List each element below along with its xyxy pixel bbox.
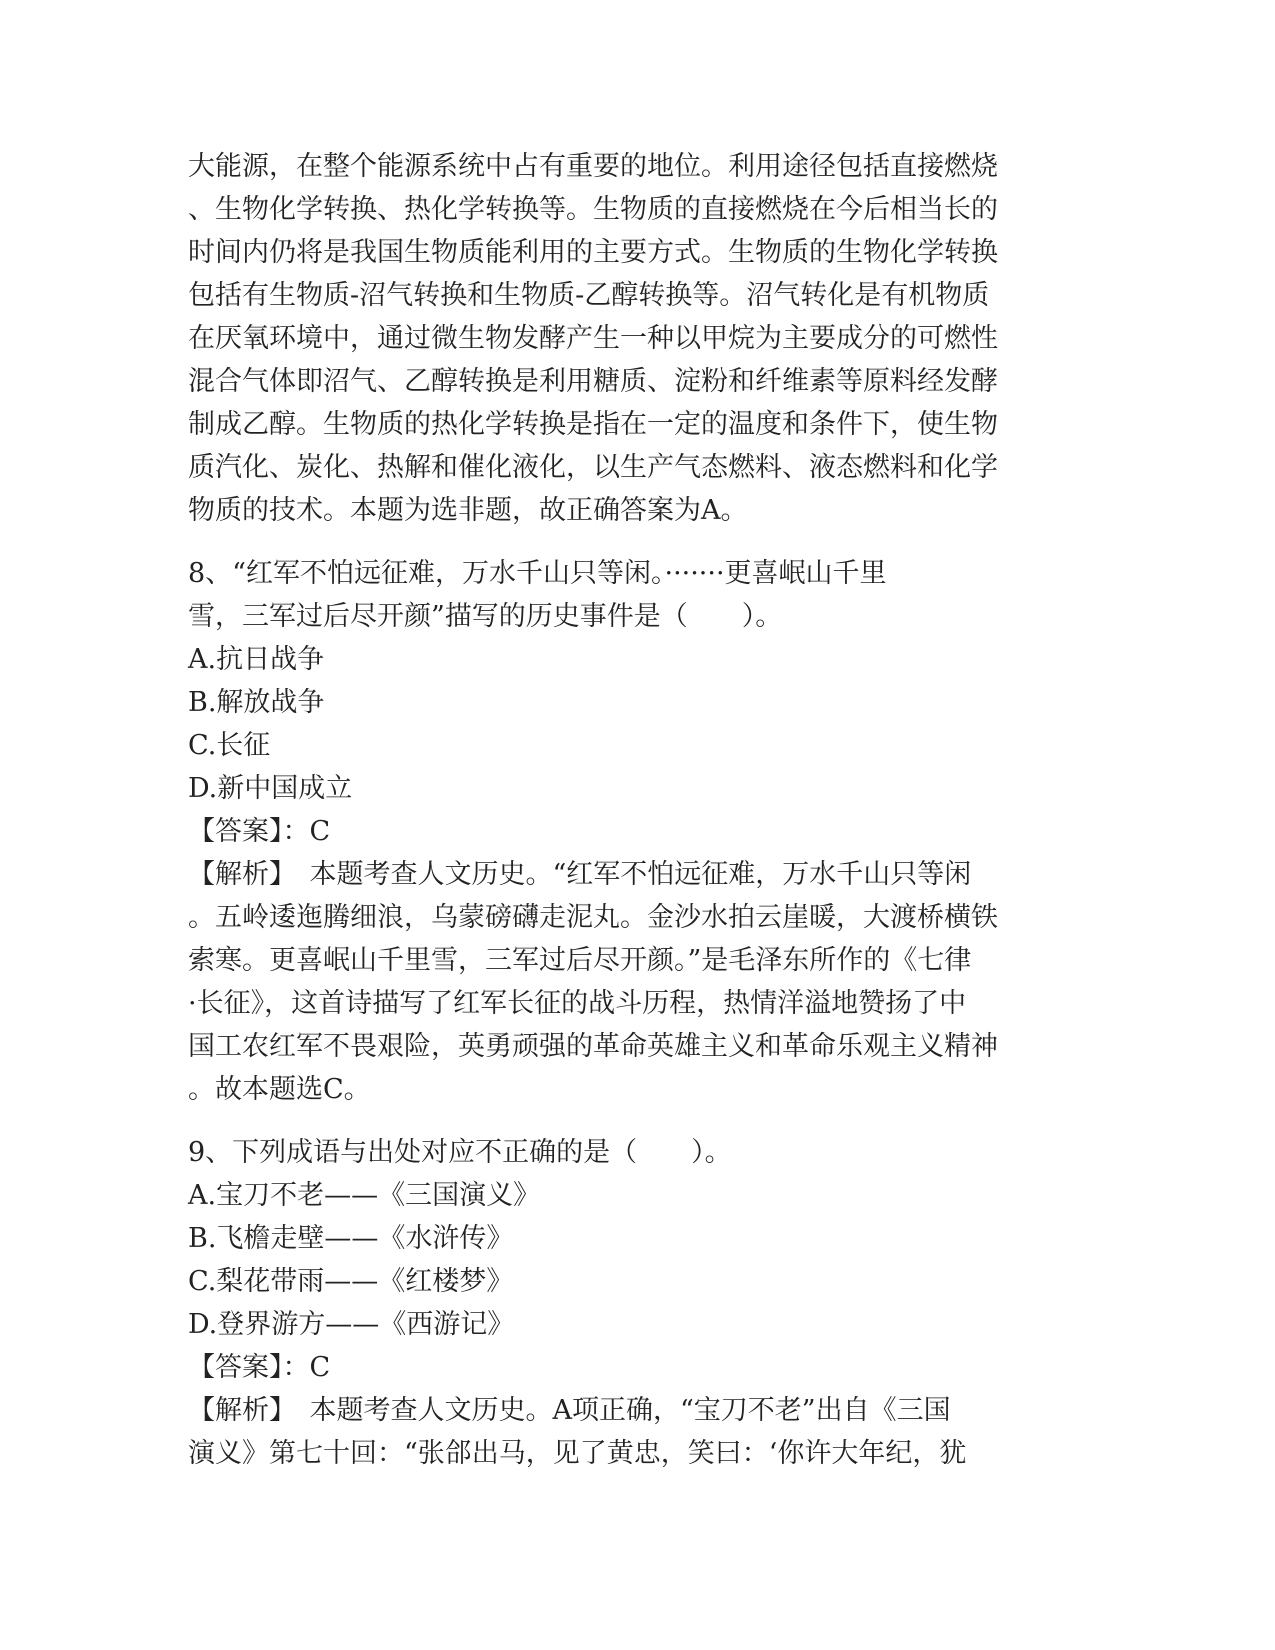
prev-explanation (188, 145, 1068, 532)
question-stem: 雪，三军过后尽开颜”描写的历史事件是（ ）。 (188, 601, 783, 632)
explanation-line: 。五岭逶迤腾细浪，乌蒙磅礴走泥丸。金沙水拍云崖暖，大渡桥横铁 (188, 902, 998, 933)
text-line: 质汽化、炭化、热解和催化液化，以生产气态燃料、液态燃料和化学 (188, 452, 998, 483)
explanation-line: 演义》第七十回：“张郃出马，见了黄忠，笑曰：‘你许大年纪，犹 (188, 1438, 967, 1469)
document-page (188, 145, 1068, 1475)
text-line: 大能源，在整个能源系统中占有重要的地位。利用途径包括直接燃烧 (188, 151, 998, 182)
text-line: 制成乙醇。生物质的热化学转换是指在一定的温度和条件下，使生物 (188, 409, 998, 440)
question-9 (188, 1131, 1068, 1475)
option-a: A.抗日战争 (188, 644, 325, 675)
text-line: 包括有生物质-沼气转换和生物质-乙醇转换等。沼气转化是有机物质 (188, 280, 990, 311)
explanation-line: 国工农红军不畏艰险，英勇顽强的革命英雄主义和革命乐观主义精神 (188, 1031, 998, 1062)
option-b: B.解放战争 (188, 687, 325, 718)
text-line: 物质的技术。本题为选非题，故正确答案为A。 (188, 495, 748, 526)
explanation-line: 。故本题选C。 (188, 1074, 371, 1105)
option-d: D.登界游方——《西游记》 (188, 1309, 515, 1340)
option-c: C.长征 (188, 730, 271, 761)
question-stem: 9、下列成语与出处对应不正确的是（ ）。 (188, 1137, 732, 1168)
option-a: A.宝刀不老——《三国演义》 (188, 1180, 541, 1211)
option-d: D.新中国成立 (188, 773, 353, 804)
explanation-line: 【解析】 本题考查人文历史。A项正确，“宝刀不老”出自《三国 (188, 1395, 951, 1426)
explanation-line: 索寒。更喜岷山千里雪，三军过后尽开颜。”是毛泽东所作的《七律 (188, 945, 972, 976)
question-8 (188, 552, 1068, 1111)
text-line: 时间内仍将是我国生物质能利用的主要方式。生物质的生物化学转换 (188, 237, 998, 268)
text-line: 在厌氧环境中，通过微生物发酵产生一种以甲烷为主要成分的可燃性 (188, 323, 998, 354)
text-line: 、生物化学转换、热化学转换等。生物质的直接燃烧在今后相当长的 (188, 194, 998, 225)
text-line: 混合气体即沼气、乙醇转换是利用糖质、淀粉和纤维素等原料经发酵 (188, 366, 998, 397)
answer: 【答案】：C (188, 1352, 331, 1383)
question-stem: 8、“红军不怕远征难，万水千山只等闲。·······更喜岷山千里 (188, 558, 887, 589)
option-b: B.飞檐走壁——《水浒传》 (188, 1223, 514, 1254)
answer: 【答案】：C (188, 816, 331, 847)
explanation-line: 【解析】 本题考查人文历史。“红军不怕远征难，万水千山只等闲 (188, 859, 972, 890)
option-c: C.梨花带雨——《红楼梦》 (188, 1266, 514, 1297)
explanation-line: ·长征》，这首诗描写了红军长征的战斗历程，热情洋溢地赞扬了中 (188, 988, 967, 1019)
